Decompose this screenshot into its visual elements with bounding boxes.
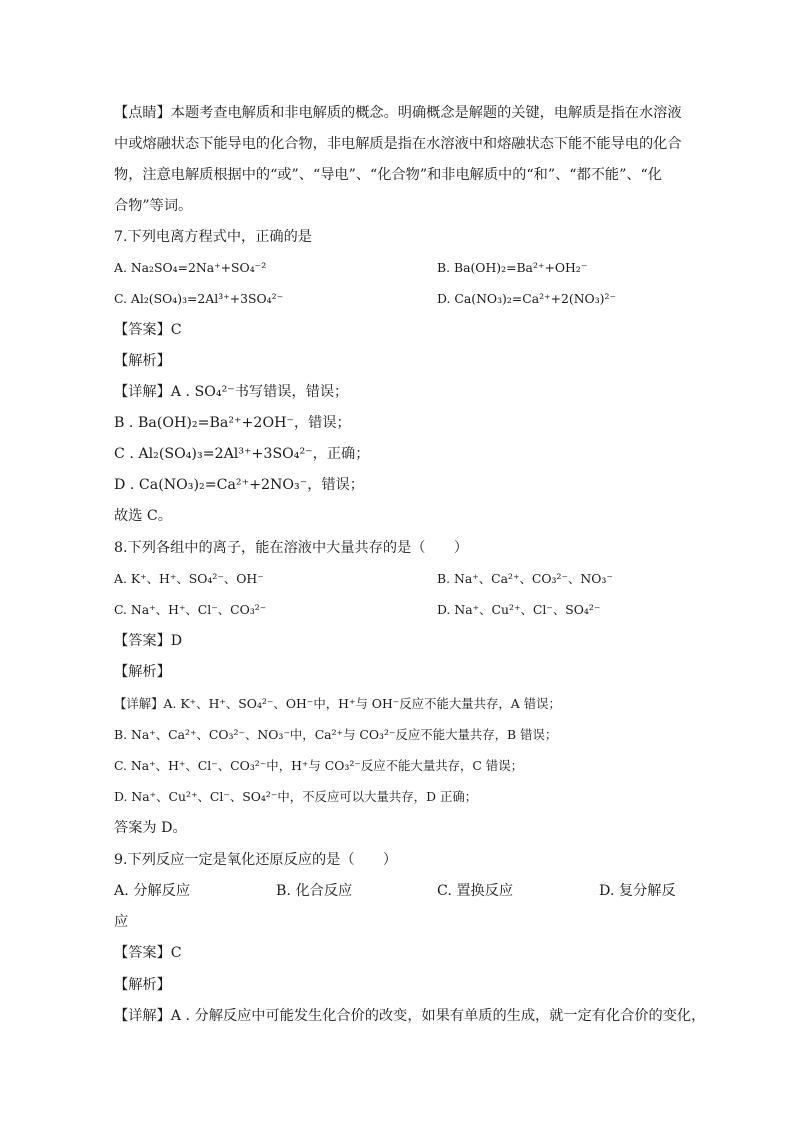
q7-detail-1: 【详解】A . SO₄²⁻书写错误，错误； [114, 384, 349, 400]
q9-analysis-heading: 【解析】 [114, 977, 171, 993]
q8-answer: 【答案】D [114, 633, 183, 649]
q8-detail-2: B. Na⁺、Ca²⁺、CO₃²⁻、NO₃⁻中，Ca²⁺与 CO₃²⁻反应不能大量共存，B 错误； [114, 727, 558, 742]
q7-detail-4: D . Ca(NO₃)₂=Ca²⁺+2NO₃⁻，错误； [114, 477, 364, 493]
q8-analysis-heading: 【解析】 [114, 664, 171, 680]
q7-option-a: A. Na₂SO₄=2Na⁺+SO₄⁻² [114, 260, 267, 275]
q9-detail-1: 【详解】A . 分解反应中可能发生化合价的改变，如果有单质的生成，就一定有化合价的变化， [114, 1008, 706, 1024]
q7-option-c: C. Al₂(SO₄)₃=2Al³⁺+3SO₄²⁻ [114, 291, 284, 306]
note-line-3: 物，注意电解质根据中的“或”、“导电”、“化合物”和非电解质中的“和”、“都不能”、“化 [114, 167, 662, 183]
q7-stem: 7.下列电离方程式中，正确的是 [114, 229, 312, 245]
q8-stem: 8.下列各组中的离子，能在溶液中大量共存的是（ ） [114, 540, 469, 556]
note-line-2: 中或熔融状态下能导电的化合物，非电解质是指在水溶液中和熔融状态下能不能导电的化合 [114, 136, 682, 152]
q9-option-a: A. 分解反应 [114, 883, 191, 899]
q9-option-c: C. 置换反应 [437, 883, 514, 899]
q7-option-d: D. Ca(NO₃)₂=Ca²⁺+2(NO₃)²⁻ [437, 291, 617, 306]
q8-option-b: B. Na⁺、Ca²⁺、CO₃²⁻、NO₃⁻ [437, 571, 613, 586]
q9-stem: 9.下列反应一定是氧化还原反应的是（ ） [114, 852, 398, 868]
q9-answer: 【答案】C [114, 945, 182, 961]
q8-conclusion: 答案为 D。 [114, 820, 187, 836]
q7-analysis-heading: 【解析】 [114, 353, 171, 369]
q8-option-d: D. Na⁺、Cu²⁺、Cl⁻、SO₄²⁻ [437, 602, 601, 617]
q7-detail-2: B . Ba(OH)₂=Ba²⁺+2OH⁻，错误； [114, 415, 351, 431]
q7-detail-3: C . Al₂(SO₄)₃=2Al³⁺+3SO₄²⁻，正确； [114, 446, 370, 462]
q7-option-b: B. Ba(OH)₂=Ba²⁺+OH₂⁻ [437, 260, 588, 275]
q8-detail-4: D. Na⁺、Cu²⁺、Cl⁻、SO₄²⁻中，不反应可以大量共存，D 正确； [114, 789, 478, 804]
q7-answer: 【答案】C [114, 322, 182, 338]
q8-option-c: C. Na⁺、H⁺、Cl⁻、CO₃²⁻ [114, 602, 267, 617]
q8-option-a: A. K⁺、H⁺、SO₄²⁻、OH⁻ [114, 571, 264, 586]
q8-detail-1: 【详解】A. K⁺、H⁺、SO₄²⁻、OH⁻中，H⁺与 OH⁻反应不能大量共存，A 错误； [114, 696, 561, 711]
q9-option-d: D. 复分解反 [599, 883, 676, 899]
note-line-4: 合物”等词。 [114, 198, 193, 214]
q9-option-b: B. 化合反应 [276, 883, 353, 899]
q9-option-d-wrap: 应 [114, 914, 129, 930]
q8-detail-3: C. Na⁺、H⁺、Cl⁻、CO₃²⁻中，H⁺与 CO₃²⁻反应不能大量共存，C 错误； [114, 758, 523, 773]
q7-conclusion: 故选 C。 [114, 508, 172, 524]
note-line-1: 【点睛】本题考查电解质和非电解质的概念。明确概念是解题的关键，电解质是指在水溶液 [114, 105, 682, 121]
